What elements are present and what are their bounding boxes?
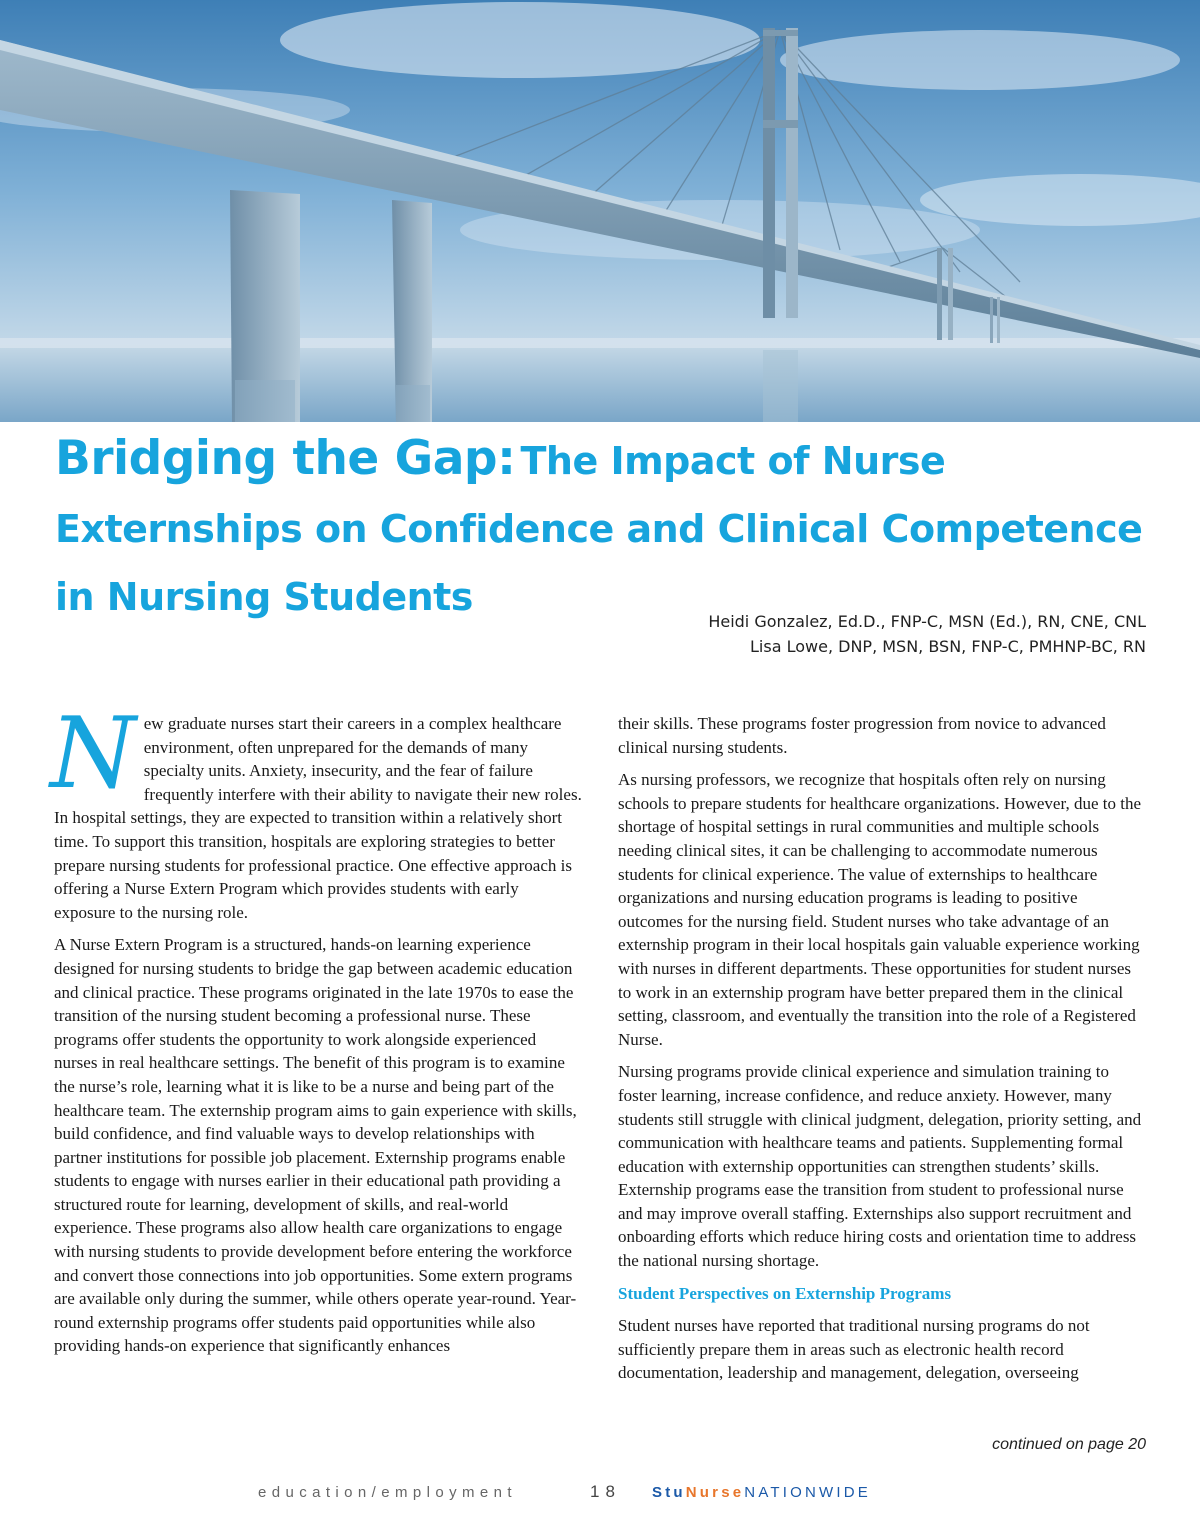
continued-note: continued on page 20 bbox=[992, 1436, 1146, 1453]
paragraph bbox=[50, 697, 582, 924]
page-footer bbox=[0, 1482, 1200, 1506]
right-column bbox=[618, 712, 1146, 1394]
section-heading: Student Perspectives on Externship Programs bbox=[618, 1283, 952, 1303]
footer-section: education/employment bbox=[258, 1484, 517, 1501]
author-list bbox=[708, 609, 1146, 659]
paragraph: As nursing professors, we recognize that hospitals often rely on nursing schools to prepare students for healthcare organizations. However, due to the shortage of hospital settings in rural communities and multiple schools needing clinical sites, it can be challenging to accommodate numerous students for clinical experience. The value of externships to healthcare organizations and nursing education programs is leading to positive outcomes for the nursing field. Student nurses who take advantage of an externship program in their local hospitals gain valuable experience working with nurses in different departments. These opportunities for student nurses to work in an externship program have better prepared them in the clinical setting, classroom, and eventually the transition into the role of a Registered Nurse. bbox=[618, 770, 1141, 1049]
title-sub: The Impact of Nurse Externships on Confidence and Clinical Competence in Nursing Students bbox=[55, 439, 1143, 619]
paragraph: Student nurses have reported that traditional nursing programs do not sufficiently prepare them in areas such as electronic health record documentation, leadership and management, delegation, overseeing bbox=[618, 1316, 1090, 1383]
brand-stu: Stu bbox=[652, 1484, 686, 1501]
paragraph: A Nurse Extern Program is a structured, hands-on learning experience designed for nursing students to bridge the gap between academic education and clinical practice. These programs originated in the late 1970s to ease the transition of the nursing student becoming a professional nurse. These programs offer students the opportunity to work alongside experienced nurses in real healthcare settings. The benefit of this program is to examine the nurse’s role, learning what it is like to be a nurse and being part of the healthcare team. The externship program aims to gain experience with skills, build confidence, and find valuable ways to develop relationships with partner institutions for possible job placement. Externship programs enable students to engage with nurses earlier in their educational path providing a structured route for learning, development of skills, and real-world experience. These programs also allow health care organizations to engage with nursing students to provide development before entering the workforce and convert those connections into job opportunities. Some extern programs are available only during the summer, while others operate year-round. Year-round externship programs offer students paid opportunities while also providing hands-on experience that significantly enhances bbox=[54, 935, 577, 1356]
brand-nurse: Nurse bbox=[685, 1484, 745, 1501]
publication-brand bbox=[652, 1484, 871, 1501]
bridge-photo-icon bbox=[0, 0, 1200, 422]
drop-cap: N bbox=[50, 697, 136, 811]
title-main: Bridging the Gap: bbox=[55, 431, 516, 486]
left-column bbox=[50, 697, 582, 1367]
hero-image bbox=[0, 0, 1200, 422]
author-2: Lisa Lowe, DNP, MSN, BSN, FNP-C, PMHNP-BC, RN bbox=[750, 637, 1146, 656]
author-1: Heidi Gonzalez, Ed.D., FNP-C, MSN (Ed.), RN, CNE, CNL bbox=[708, 612, 1146, 631]
paragraph-text: ew graduate nurses start their careers in a complex healthcare environment, often unprepared for the demands of many specialty units. Anxiety, insecurity, and the fear of failure frequently interfere with their ability to navigate their new roles. In hospital settings, they are expected to transition within a relatively short time. To support this transition, hospitals are exploring strategies to better prepare nursing students for professional practice. One effective approach is offering a Nurse Extern Program which provides students with early exposure to the nursing role. bbox=[54, 714, 582, 922]
article-title bbox=[55, 428, 1165, 635]
paragraph: Nursing programs provide clinical experience and simulation training to foster learning, increase confidence, and reduce anxiety. However, many students still struggle with clinical judgment, delegation, priority setting, and communication with healthcare teams and patients. Supplementing formal education with externship opportunities can strengthen students’ skills. Externship programs ease the transition from student to professional nurse and may improve overall staffing. Externships also support recruitment and onboarding efforts which reduce hiring costs and orientation time to address the national nursing shortage. bbox=[618, 1062, 1142, 1271]
page-number: 18 bbox=[590, 1482, 621, 1501]
brand-nationwide: NATIONWIDE bbox=[744, 1484, 872, 1501]
paragraph: their skills. These programs foster progression from novice to advanced clinical nursing students. bbox=[618, 714, 1106, 757]
